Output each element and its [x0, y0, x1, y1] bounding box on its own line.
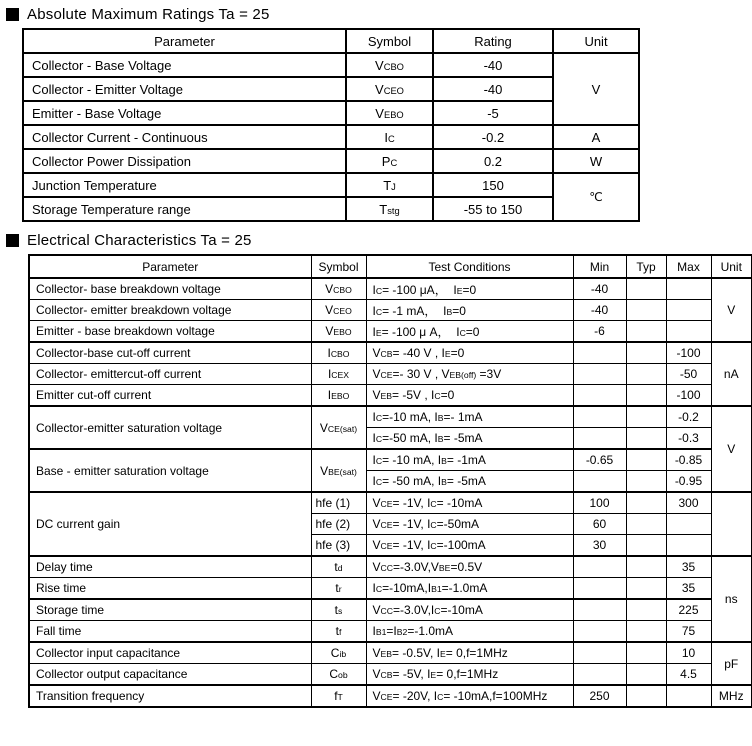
param-cell: Emitter - Base Voltage	[23, 101, 346, 125]
param-cell: Delay time	[29, 556, 311, 578]
table-row	[29, 556, 752, 578]
table-row	[29, 492, 752, 514]
cond-cell: VEB= -5V , IC=0	[366, 385, 573, 407]
min-cell	[573, 428, 626, 450]
cond-cell: IB1=IB2=-1.0mA	[366, 621, 573, 643]
amr-title-text: Absolute Maximum Ratings Ta = 25	[27, 6, 270, 23]
table-row	[23, 101, 639, 125]
col-header-rating: Rating	[433, 29, 553, 53]
param-cell: Collector-emitter saturation voltage	[29, 406, 311, 449]
col-header-conditions: Test Conditions	[366, 255, 573, 278]
min-cell: 60	[573, 514, 626, 535]
param-cell: Collector- emitter breakdown voltage	[29, 300, 311, 321]
param-cell: Collector Current - Continuous	[23, 125, 346, 149]
min-cell: 30	[573, 535, 626, 557]
symbol-cell: TJ	[346, 173, 433, 197]
col-header-unit: Unit	[711, 255, 752, 278]
cond-cell: VCE= -1V, IC= -10mA	[366, 492, 573, 514]
cond-cell: VCB= -5V, IE= 0,f=1MHz	[366, 664, 573, 686]
ec-section-title	[6, 232, 752, 249]
cond-cell: IC=-10 mA, IB=- 1mA	[366, 406, 573, 428]
typ-cell	[626, 535, 666, 557]
unit-cell: V	[711, 278, 752, 342]
max-cell: -0.3	[666, 428, 711, 450]
table-row	[29, 385, 752, 407]
min-cell	[573, 364, 626, 385]
unit-cell	[711, 492, 752, 556]
max-cell: 225	[666, 599, 711, 621]
typ-cell	[626, 406, 666, 428]
typ-cell	[626, 385, 666, 407]
rating-cell: 150	[433, 173, 553, 197]
max-cell: -100	[666, 385, 711, 407]
min-cell	[573, 642, 626, 664]
table-row	[29, 406, 752, 428]
unit-cell: ns	[711, 556, 752, 642]
symbol-cell: hfe (1)	[311, 492, 366, 514]
cond-cell: VCE= -1V, IC=-50mA	[366, 514, 573, 535]
min-cell: -40	[573, 278, 626, 300]
table-row	[29, 364, 752, 385]
symbol-cell: VEBO	[346, 101, 433, 125]
rating-cell: -0.2	[433, 125, 553, 149]
symbol-cell: VCBO	[311, 278, 366, 300]
table-row	[23, 197, 639, 221]
typ-cell	[626, 471, 666, 493]
cond-cell: IC= -50 mA, IB= -5mA	[366, 471, 573, 493]
cond-cell: IC= -1 mA， IB=0	[366, 300, 573, 321]
min-cell	[573, 578, 626, 600]
table-row	[29, 578, 752, 600]
table-row	[23, 53, 639, 77]
symbol-cell: VCEO	[311, 300, 366, 321]
table-row	[23, 173, 639, 197]
typ-cell	[626, 685, 666, 707]
param-cell: DC current gain	[29, 492, 311, 556]
max-cell: 35	[666, 578, 711, 600]
min-cell: -6	[573, 321, 626, 343]
param-cell: Collector Power Dissipation	[23, 149, 346, 173]
col-header-unit: Unit	[553, 29, 639, 53]
rating-cell: -5	[433, 101, 553, 125]
typ-cell	[626, 514, 666, 535]
symbol-cell: ICEX	[311, 364, 366, 385]
typ-cell	[626, 278, 666, 300]
param-cell: Transition frequency	[29, 685, 311, 707]
cond-cell: VEB= -0.5V, IE= 0,f=1MHz	[366, 642, 573, 664]
symbol-cell: ICBO	[311, 342, 366, 364]
typ-cell	[626, 321, 666, 343]
unit-cell: A	[553, 125, 639, 149]
min-cell	[573, 471, 626, 493]
table-row	[29, 685, 752, 707]
unit-cell: V	[553, 53, 639, 125]
table-row	[29, 642, 752, 664]
min-cell	[573, 621, 626, 643]
absolute-maximum-ratings-table	[22, 28, 640, 222]
amr-section-title	[6, 6, 752, 23]
max-cell: 10	[666, 642, 711, 664]
table-row	[29, 278, 752, 300]
unit-cell: MHz	[711, 685, 752, 707]
max-cell: -100	[666, 342, 711, 364]
min-cell	[573, 406, 626, 428]
param-cell: Collector- base breakdown voltage	[29, 278, 311, 300]
typ-cell	[626, 664, 666, 686]
param-cell: Emitter - base breakdown voltage	[29, 321, 311, 343]
col-header-max: Max	[666, 255, 711, 278]
param-cell: Storage time	[29, 599, 311, 621]
cond-cell: VCC=-3.0V,IC=-10mA	[366, 599, 573, 621]
table-row	[29, 449, 752, 471]
max-cell	[666, 278, 711, 300]
max-cell	[666, 685, 711, 707]
rating-cell: 0.2	[433, 149, 553, 173]
max-cell: -0.95	[666, 471, 711, 493]
param-cell: Base - emitter saturation voltage	[29, 449, 311, 492]
max-cell: 35	[666, 556, 711, 578]
typ-cell	[626, 492, 666, 514]
cond-cell: VCB= -40 V , IE=0	[366, 342, 573, 364]
param-cell: Collector - Base Voltage	[23, 53, 346, 77]
symbol-cell: IEBO	[311, 385, 366, 407]
table-row	[29, 342, 752, 364]
symbol-cell: IC	[346, 125, 433, 149]
symbol-cell: VCBO	[346, 53, 433, 77]
min-cell	[573, 556, 626, 578]
table-row	[29, 300, 752, 321]
max-cell: 300	[666, 492, 711, 514]
max-cell: -50	[666, 364, 711, 385]
symbol-cell: VBE(sat)	[311, 449, 366, 492]
typ-cell	[626, 621, 666, 643]
rating-cell: -40	[433, 77, 553, 101]
cond-cell: IC=-10mA,IB1=-1.0mA	[366, 578, 573, 600]
symbol-cell: ts	[311, 599, 366, 621]
typ-cell	[626, 300, 666, 321]
typ-cell	[626, 599, 666, 621]
max-cell: -0.85	[666, 449, 711, 471]
symbol-cell: Tstg	[346, 197, 433, 221]
col-header-min: Min	[573, 255, 626, 278]
symbol-cell: VCE(sat)	[311, 406, 366, 449]
param-cell: Junction Temperature	[23, 173, 346, 197]
cond-cell: IC= -100 μA， IE=0	[366, 278, 573, 300]
col-header-parameter: Parameter	[23, 29, 346, 53]
min-cell: -40	[573, 300, 626, 321]
max-cell	[666, 321, 711, 343]
col-header-parameter: Parameter	[29, 255, 311, 278]
table-row	[29, 664, 752, 686]
table-row	[29, 621, 752, 643]
max-cell	[666, 514, 711, 535]
symbol-cell: Cob	[311, 664, 366, 686]
symbol-cell: td	[311, 556, 366, 578]
typ-cell	[626, 556, 666, 578]
table-row	[23, 77, 639, 101]
table-row	[29, 321, 752, 343]
max-cell: 4.5	[666, 664, 711, 686]
min-cell	[573, 599, 626, 621]
col-header-symbol: Symbol	[346, 29, 433, 53]
param-cell: Collector- emittercut-off current	[29, 364, 311, 385]
symbol-cell: fT	[311, 685, 366, 707]
typ-cell	[626, 364, 666, 385]
param-cell: Collector - Emitter Voltage	[23, 77, 346, 101]
symbol-cell: tf	[311, 621, 366, 643]
min-cell: -0.65	[573, 449, 626, 471]
param-cell: Collector input capacitance	[29, 642, 311, 664]
col-header-symbol: Symbol	[311, 255, 366, 278]
min-cell: 250	[573, 685, 626, 707]
typ-cell	[626, 642, 666, 664]
min-cell	[573, 385, 626, 407]
table-header-row	[29, 255, 752, 278]
max-cell	[666, 535, 711, 557]
typ-cell	[626, 342, 666, 364]
cond-cell: VCE=- 30 V , VEB(off) =3V	[366, 364, 573, 385]
electrical-characteristics-table	[28, 254, 752, 708]
table-row	[29, 599, 752, 621]
ec-title-text: Electrical Characteristics Ta = 25	[27, 232, 252, 249]
unit-cell: V	[711, 406, 752, 492]
symbol-cell: hfe (2)	[311, 514, 366, 535]
param-cell: Collector-base cut-off current	[29, 342, 311, 364]
table-row	[23, 149, 639, 173]
param-cell: Collector output capacitance	[29, 664, 311, 686]
unit-cell: ℃	[553, 173, 639, 221]
cond-cell: IC=-50 mA, IB= -5mA	[366, 428, 573, 450]
param-cell: Rise time	[29, 578, 311, 600]
typ-cell	[626, 449, 666, 471]
cond-cell: VCE= -20V, IC= -10mA,f=100MHz	[366, 685, 573, 707]
table-header-row	[23, 29, 639, 53]
col-header-typ: Typ	[626, 255, 666, 278]
rating-cell: -40	[433, 53, 553, 77]
cond-cell: VCC=-3.0V,VBE=0.5V	[366, 556, 573, 578]
max-cell	[666, 300, 711, 321]
cond-cell: IC= -10 mA, IB= -1mA	[366, 449, 573, 471]
symbol-cell: Cib	[311, 642, 366, 664]
unit-cell: nA	[711, 342, 752, 406]
unit-cell: W	[553, 149, 639, 173]
unit-cell: pF	[711, 642, 752, 685]
symbol-cell: VEBO	[311, 321, 366, 343]
typ-cell	[626, 428, 666, 450]
cond-cell: IE= -100 μ A， IC=0	[366, 321, 573, 343]
typ-cell	[626, 578, 666, 600]
symbol-cell: hfe (3)	[311, 535, 366, 557]
min-cell: 100	[573, 492, 626, 514]
cond-cell: VCE= -1V, IC=-100mA	[366, 535, 573, 557]
rating-cell: -55 to 150	[433, 197, 553, 221]
min-cell	[573, 342, 626, 364]
max-cell: 75	[666, 621, 711, 643]
symbol-cell: VCEO	[346, 77, 433, 101]
symbol-cell: tr	[311, 578, 366, 600]
section-bullet-icon	[6, 234, 19, 247]
param-cell: Storage Temperature range	[23, 197, 346, 221]
max-cell: -0.2	[666, 406, 711, 428]
param-cell: Emitter cut-off current	[29, 385, 311, 407]
symbol-cell: PC	[346, 149, 433, 173]
min-cell	[573, 664, 626, 686]
param-cell: Fall time	[29, 621, 311, 643]
table-row	[23, 125, 639, 149]
section-bullet-icon	[6, 8, 19, 21]
